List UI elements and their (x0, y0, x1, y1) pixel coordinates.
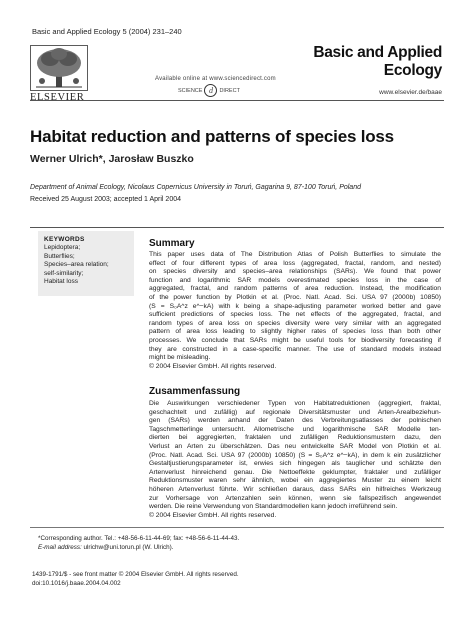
zusammenfassung-line: gen (SARs) werden anhand der Daten des Verbreitungsatlasses der polnischen (149, 417, 441, 425)
zusammenfassung-line: Artenverlust hinreichend genau. Die Nettoeffekte geklumpter, fraktaler und zufälliger (149, 468, 441, 476)
issn-line: 1439-1791/$ - see front matter © 2004 Elsevier GmbH. All rights reserved. (32, 571, 239, 578)
author-affiliation: Department of Animal Ecology, Nicolaus Copernicus University in Toruń, Gagarina 9, 87-100 Toruń, Poland (30, 184, 361, 191)
journal-reference: Basic and Applied Ecology 5 (2004) 231–240 (32, 27, 182, 36)
elsevier-tree-logo (30, 45, 88, 91)
sciencedirect-d-icon: d (204, 84, 217, 97)
summary-line: they are constructed in a case-specific manner. The use of standard models instead (149, 345, 441, 353)
article-authors: Werner Ulrich*, Jarosław Buszko (30, 153, 194, 165)
corresponding-author-footnote: *Corresponding author. Tel.: +48-56-6-11-44-69; fax: +48-56-6-11-44-43. (38, 535, 240, 542)
zusammenfassung-line: Verlust an Arten zu überschätzen. Das neu entwickelte SAR Model von Plotkin et al. (149, 442, 441, 450)
summary-line: aggregated, fractal, and random patterns of area reduction. Instead, the modification (149, 285, 441, 293)
sciencedirect-word-left: SCIENCE (178, 87, 203, 94)
zusammenfassung-line: Reduktionsmuster waren sehr ähnlich, wobei ein aggregiertes Muster zu einem leicht (149, 477, 441, 485)
summary-line: This paper uses data of The Distribution Atlas of Polish Butterflies to simulate the (149, 251, 441, 258)
abstract-top-rule (30, 227, 444, 228)
summary-line: on species diversity and species–area relationships (SARs). We found that power (149, 268, 441, 276)
zusammenfassung-heading: Zusammenfassung (149, 386, 241, 397)
summary-text (149, 251, 441, 371)
sciencedirect-logo (178, 84, 240, 97)
zusammenfassung-line: höheren Artenverlust führte. Wir schließen daraus, dass SARs ein hilfreiches Werkzeug (149, 485, 441, 493)
email-label: E-mail address: (38, 544, 82, 551)
email-address[interactable]: ulrichw@uni.torun.pl (W. Ulrich). (83, 544, 174, 551)
footnote-rule (30, 527, 444, 528)
zusammenfassung-line: zur Vorhersage von Artenzahlen sein können, wenn sie fallspezifisch angewendet (149, 494, 441, 502)
summary-copyright: © 2004 Elsevier GmbH. All rights reserved. (149, 362, 277, 370)
journal-brand-line2: Ecology (383, 62, 442, 79)
zusammenfassung-line: (Proc. Natl. Acad. Sci. USA 97 (2000b) 10850) (S = S₀A^z e^−kA), in dem k ein zusätzlicher (149, 451, 441, 459)
summary-line: of the power function by Plotkin et al. (Proc. Natl. Acad. Sci. USA 97 (2000b) 10850) (149, 293, 441, 301)
summary-line: pattern of area loss leading to slightly higher rates of species loss than both other (149, 328, 441, 336)
zusammenfassung-line: geschachtelt und zufällig) auf regionale Diversitätsmuster und Arten-Arealbeziehun- (149, 408, 441, 416)
header-rule (30, 100, 444, 101)
zusammenfassung-text (149, 400, 441, 520)
keywords-heading: KEYWORDS (44, 236, 85, 243)
summary-line: processes. We conclude that SARs might be useful tools for biodiversity forecasting if (149, 336, 441, 344)
keywords-box (38, 231, 134, 296)
article-title: Habitat reduction and patterns of species loss (30, 127, 394, 146)
summary-line: random types of area loss on species diversity were very similar with an aggregated (149, 319, 441, 327)
sciencedirect-availability: Available online at www.sciencedirect.com (155, 76, 276, 82)
keyword-item: Species–area relation; (44, 261, 109, 268)
journal-url[interactable]: www.elsevier.de/baae (379, 89, 442, 96)
summary-line: (S = S₀A^z e^−kA) with k being a shape-adjusting parameter worked better and gave (149, 302, 441, 310)
summary-heading: Summary (149, 238, 195, 249)
summary-line: function and logarithmic SAR models overestimated species loss in the case of (149, 276, 441, 284)
zusammenfassung-copyright: © 2004 Elsevier GmbH. All rights reserved. (149, 511, 277, 519)
zusammenfassung-line: Die Auswirkungen verschiedener Typen von Habitatreduktionen (aggregiert, fraktal, (149, 400, 441, 407)
zusammenfassung-line: werden. Die reine Verwendung von Standardmodellen kann jedoch irreführend sein. (149, 503, 398, 511)
sciencedirect-word-right: DIRECT (219, 87, 240, 94)
doi-line[interactable]: doi:10.1016/j.baae.2004.04.002 (32, 580, 121, 587)
keyword-item: Habitat loss (44, 278, 78, 285)
keyword-item: Lepidoptera; (44, 244, 81, 251)
publisher-name: ELSEVIER (30, 92, 85, 103)
summary-line: effect of four different types of area loss (aggregated, fractal, random, and nested) (149, 259, 441, 267)
keyword-item: self-similarity; (44, 269, 84, 277)
summary-line: sufficient predictions of species loss. The net effects of the aggregated, fractal, and (149, 311, 441, 319)
journal-brand-line1: Basic and Applied (313, 44, 442, 61)
zusammenfassung-line: dierten bei aggregierten, fraktalen und zufälligen Reduktionsmustern dazu, den (149, 434, 441, 442)
journal-brand (313, 44, 442, 80)
zusammenfassung-line: Tagschmetterlinge untersucht. Allometrische und logarithmische SAR Modelle ten- (149, 425, 441, 433)
keyword-item: Butterflies; (44, 252, 75, 260)
zusammenfassung-line: Gestaltjustierungsparameter ist, erwies sich hingegen als tauglicher und schätzte den (149, 460, 441, 468)
received-dates: Received 25 August 2003; accepted 1 April 2004 (30, 196, 181, 203)
summary-line: might be misleading. (149, 354, 211, 362)
email-footnote (38, 544, 174, 551)
